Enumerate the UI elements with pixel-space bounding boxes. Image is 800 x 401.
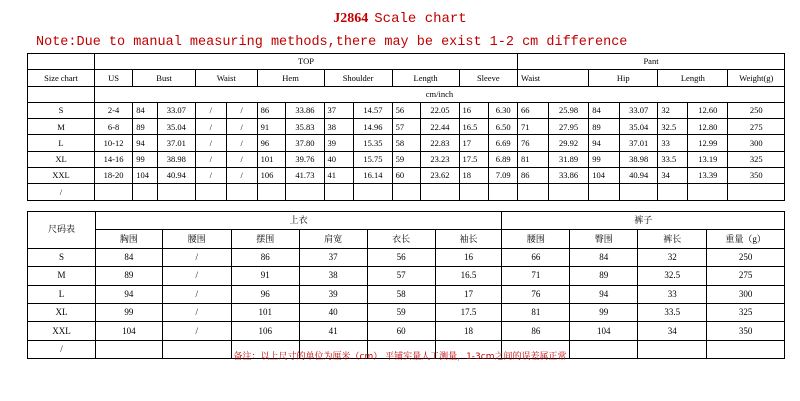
table-cell: 18-20	[94, 168, 132, 184]
table-cell	[226, 184, 257, 200]
header-group-pant: Pant	[518, 54, 785, 70]
table-cell: 58	[392, 135, 421, 151]
table-cell: 40.94	[157, 168, 195, 184]
table-cell: 33.86	[548, 168, 588, 184]
table-cell: 33.86	[286, 102, 324, 118]
header-cell: 重量（g）	[707, 230, 785, 248]
table-cell: 2-4	[94, 102, 132, 118]
header-cell: 腰围	[162, 230, 231, 248]
table-cell: 86	[257, 102, 286, 118]
table-cell: 59	[367, 303, 435, 321]
header-cell: Bust	[133, 70, 196, 86]
table-cell: 76	[502, 285, 570, 303]
table-cell: S	[28, 248, 96, 266]
table-cell: 38.98	[157, 151, 195, 167]
table-row	[28, 102, 785, 118]
size-table-chinese	[27, 211, 785, 359]
table-cell: 37.01	[157, 135, 195, 151]
table-cell: XXL	[28, 168, 95, 184]
table-cell: 60	[392, 168, 421, 184]
header-cell: 摆围	[231, 230, 299, 248]
table-cell: 58	[367, 285, 435, 303]
table-cell: 89	[570, 267, 638, 285]
table-cell: 76	[518, 135, 549, 151]
table-cell: 104	[95, 322, 162, 340]
header-cell: US	[94, 70, 132, 86]
table-cell: 84	[95, 248, 162, 266]
table-cell: /	[226, 119, 257, 135]
title-text: Scale chart	[374, 11, 467, 27]
table-cell: 60	[367, 322, 435, 340]
table-cell: XL	[28, 151, 95, 167]
table-cell: 22.44	[421, 119, 459, 135]
header-cell: Waist	[518, 70, 589, 86]
table-cell: 275	[707, 267, 785, 285]
header-size-label: 尺码表	[28, 212, 96, 249]
table-cell: 86	[231, 248, 299, 266]
table-cell: 29.92	[548, 135, 588, 151]
table-cell: 300	[728, 135, 785, 151]
table-cell: 7.09	[489, 168, 518, 184]
table-cell: 99	[133, 151, 157, 167]
table-cell: 32.5	[638, 267, 707, 285]
table-row	[28, 285, 785, 303]
table-cell: 27.95	[548, 119, 588, 135]
table-cell: M	[28, 119, 95, 135]
footnote: 备注：以上尺寸的单位为厘米（cm） 平铺实量人工测量，1-3cm之间的误差属正常	[233, 352, 567, 362]
table-cell: /	[162, 303, 231, 321]
table-cell	[421, 184, 459, 200]
table-cell: 33.5	[638, 303, 707, 321]
table-cell: 14.57	[354, 102, 392, 118]
header-cell: 胸围	[95, 230, 162, 248]
table-cell: /	[195, 168, 226, 184]
header-group-pant: 裤子	[502, 212, 785, 230]
table-cell: /	[195, 135, 226, 151]
header-cell: Length	[392, 70, 459, 86]
table-cell: 71	[518, 119, 549, 135]
table-cell: 57	[367, 267, 435, 285]
table-cell: 84	[589, 102, 620, 118]
table-cell: 325	[728, 151, 785, 167]
table-cell: 31.89	[548, 151, 588, 167]
header-cell: 衣长	[367, 230, 435, 248]
table-cell: 81	[502, 303, 570, 321]
table-cell: 14.96	[354, 119, 392, 135]
table-cell: 16.5	[459, 119, 489, 135]
table-cell: 25.98	[548, 102, 588, 118]
table-cell: 41	[324, 168, 354, 184]
table-cell: 33	[638, 285, 707, 303]
table-cell: 40	[299, 303, 367, 321]
table-cell: 81	[518, 151, 549, 167]
table-cell: 40.94	[620, 168, 658, 184]
table-cell: 41.73	[286, 168, 324, 184]
table-cell: 99	[589, 151, 620, 167]
unit-cell-blank	[28, 86, 95, 102]
header-cell: 肩宽	[299, 230, 367, 248]
table-cell: 17.5	[435, 303, 502, 321]
table-cell: 84	[570, 248, 638, 266]
table-cell: 104	[589, 168, 620, 184]
size-table-english	[27, 53, 785, 201]
table-cell: 33.07	[157, 102, 195, 118]
header-cell: Waist	[195, 70, 257, 86]
table-cell: 350	[728, 168, 785, 184]
table-cell: 39	[324, 135, 354, 151]
table-cell: 66	[518, 102, 549, 118]
table-cell: L	[28, 135, 95, 151]
table-cell: XXL	[28, 322, 96, 340]
table-cell: 12.60	[688, 102, 728, 118]
table-cell: 250	[707, 248, 785, 266]
table-cell: 57	[392, 119, 421, 135]
table-cell	[392, 184, 421, 200]
table-cell: 91	[231, 267, 299, 285]
table-cell: 6.30	[489, 102, 518, 118]
unit-cell: cm/inch	[94, 86, 784, 102]
table-cell: 35.04	[157, 119, 195, 135]
table-cell: /	[162, 285, 231, 303]
table-cell: 250	[728, 102, 785, 118]
table-cell	[257, 184, 286, 200]
table-cell: 35.04	[620, 119, 658, 135]
table-cell: 32.5	[658, 119, 688, 135]
table-cell: 89	[133, 119, 157, 135]
table-cell: 96	[257, 135, 286, 151]
table-cell: 56	[392, 102, 421, 118]
table-cell: 33.07	[620, 102, 658, 118]
table-cell: 40	[324, 151, 354, 167]
table-cell: 22.83	[421, 135, 459, 151]
table-cell: 101	[257, 151, 286, 167]
table-cell: 89	[95, 267, 162, 285]
table-cell: S	[28, 102, 95, 118]
header-cell: 臀围	[570, 230, 638, 248]
table-cell	[286, 184, 324, 200]
table-cell	[658, 184, 688, 200]
table-cell: 41	[299, 322, 367, 340]
table-cell: 37.80	[286, 135, 324, 151]
table-cell: 39.76	[286, 151, 324, 167]
table-cell: 37	[324, 102, 354, 118]
table-cell: /	[226, 135, 257, 151]
table-cell: /	[195, 102, 226, 118]
table-cell: 99	[95, 303, 162, 321]
header-cell: 裤长	[638, 230, 707, 248]
table-header-row	[28, 54, 785, 70]
table-cell: 17.5	[459, 151, 489, 167]
table-cell: 99	[570, 303, 638, 321]
table-cell: 12.80	[688, 119, 728, 135]
table-cell: 275	[728, 119, 785, 135]
table-cell	[459, 184, 489, 200]
table-cell	[489, 184, 518, 200]
table-cell: 14-16	[94, 151, 132, 167]
table-cell: /	[28, 184, 95, 200]
table-cell: 13.39	[688, 168, 728, 184]
model-code: J2864	[333, 11, 369, 26]
table-cell: 16	[459, 102, 489, 118]
table-cell: /	[162, 248, 231, 266]
table-cell: 6-8	[94, 119, 132, 135]
table-cell	[354, 184, 392, 200]
table-cell: 84	[133, 102, 157, 118]
table-cell: 38	[299, 267, 367, 285]
table-cell: 38.98	[620, 151, 658, 167]
table-cell: XL	[28, 303, 96, 321]
table-cell: 18	[459, 168, 489, 184]
header-cell: 腰围	[502, 230, 570, 248]
table-cell: 33.5	[658, 151, 688, 167]
table-cell: 86	[518, 168, 549, 184]
table-cell: 56	[367, 248, 435, 266]
table-cell: 35.83	[286, 119, 324, 135]
table-cell	[620, 184, 658, 200]
table-cell: 39	[299, 285, 367, 303]
table-cell: /	[226, 102, 257, 118]
table-cell	[728, 184, 785, 200]
table-row	[28, 303, 785, 321]
table-header-row	[28, 70, 785, 86]
table-row	[28, 151, 785, 167]
table-cell: 300	[707, 285, 785, 303]
table-cell: 94	[95, 285, 162, 303]
table-cell	[324, 184, 354, 200]
table-cell: 15.75	[354, 151, 392, 167]
header-group-top: 上衣	[95, 212, 501, 230]
table-row	[28, 168, 785, 184]
table-cell: 38	[324, 119, 354, 135]
table-cell: 71	[502, 267, 570, 285]
table-cell: 17	[459, 135, 489, 151]
measurement-note: Note:Due to manual measuring methods,there may be exist 1-2 cm difference	[36, 35, 628, 50]
header-cell: Weight(g)	[728, 70, 785, 86]
table-cell	[195, 184, 226, 200]
header-cell: Shoulder	[324, 70, 392, 86]
table-cell: L	[28, 285, 96, 303]
table-cell: 89	[589, 119, 620, 135]
table-unit-row	[28, 86, 785, 102]
table-row	[28, 322, 785, 340]
table-cell: 350	[707, 322, 785, 340]
table-cell: 37.01	[620, 135, 658, 151]
table-cell: 10-12	[94, 135, 132, 151]
table-cell: /	[226, 151, 257, 167]
table-cell: 104	[133, 168, 157, 184]
table-cell: /	[162, 267, 231, 285]
table-cell	[548, 184, 588, 200]
table-header-row	[28, 212, 785, 230]
table-cell: 104	[570, 322, 638, 340]
table-cell: 94	[570, 285, 638, 303]
table-cell: 18	[435, 322, 502, 340]
table-cell: 23.23	[421, 151, 459, 167]
table-cell: 325	[707, 303, 785, 321]
table-cell: 23.62	[421, 168, 459, 184]
table-cell: 6.50	[489, 119, 518, 135]
table-cell: /	[195, 151, 226, 167]
table-cell	[133, 184, 157, 200]
header-cell: Hip	[589, 70, 658, 86]
table-cell: 94	[589, 135, 620, 151]
header-cell: 袖长	[435, 230, 502, 248]
table-cell: 86	[502, 322, 570, 340]
table-cell: 34	[638, 322, 707, 340]
header-group-top: TOP	[94, 54, 517, 70]
table-cell	[688, 184, 728, 200]
table-row	[28, 119, 785, 135]
table-row	[28, 184, 785, 200]
table-cell: 12.99	[688, 135, 728, 151]
table-cell: /	[28, 340, 96, 358]
chart-title	[0, 11, 800, 27]
table-cell: 34	[658, 168, 688, 184]
table-cell: 15.35	[354, 135, 392, 151]
table-cell: /	[162, 322, 231, 340]
table-cell: /	[195, 119, 226, 135]
table-cell: 32	[658, 102, 688, 118]
table-cell: 17	[435, 285, 502, 303]
table-cell: 6.69	[489, 135, 518, 151]
header-cell: Hem	[257, 70, 324, 86]
table-cell: 59	[392, 151, 421, 167]
table-cell: 32	[638, 248, 707, 266]
table-cell	[589, 184, 620, 200]
table-cell: 33	[658, 135, 688, 151]
table-cell: 96	[231, 285, 299, 303]
table-row	[28, 267, 785, 285]
table-cell	[518, 184, 549, 200]
table-cell: 16.5	[435, 267, 502, 285]
table-row	[28, 135, 785, 151]
table-row	[28, 248, 785, 266]
table-header-row	[28, 230, 785, 248]
table-cell: 37	[299, 248, 367, 266]
table-cell: /	[226, 168, 257, 184]
table-cell: 13.19	[688, 151, 728, 167]
table-cell: 94	[133, 135, 157, 151]
header-size-chart: Size chart	[28, 70, 95, 86]
table-cell: 91	[257, 119, 286, 135]
table-cell	[157, 184, 195, 200]
table-cell: M	[28, 267, 96, 285]
table-cell: 6.89	[489, 151, 518, 167]
table-cell: 16	[435, 248, 502, 266]
table-cell: 106	[257, 168, 286, 184]
table-cell: 66	[502, 248, 570, 266]
table-cell: 22.05	[421, 102, 459, 118]
header-cell: Length	[658, 70, 728, 86]
table-cell: 106	[231, 322, 299, 340]
header-cell-blank	[28, 54, 95, 70]
header-cell: Sleeve	[459, 70, 517, 86]
table-cell: 101	[231, 303, 299, 321]
table-cell: 16.14	[354, 168, 392, 184]
table-cell	[94, 184, 132, 200]
